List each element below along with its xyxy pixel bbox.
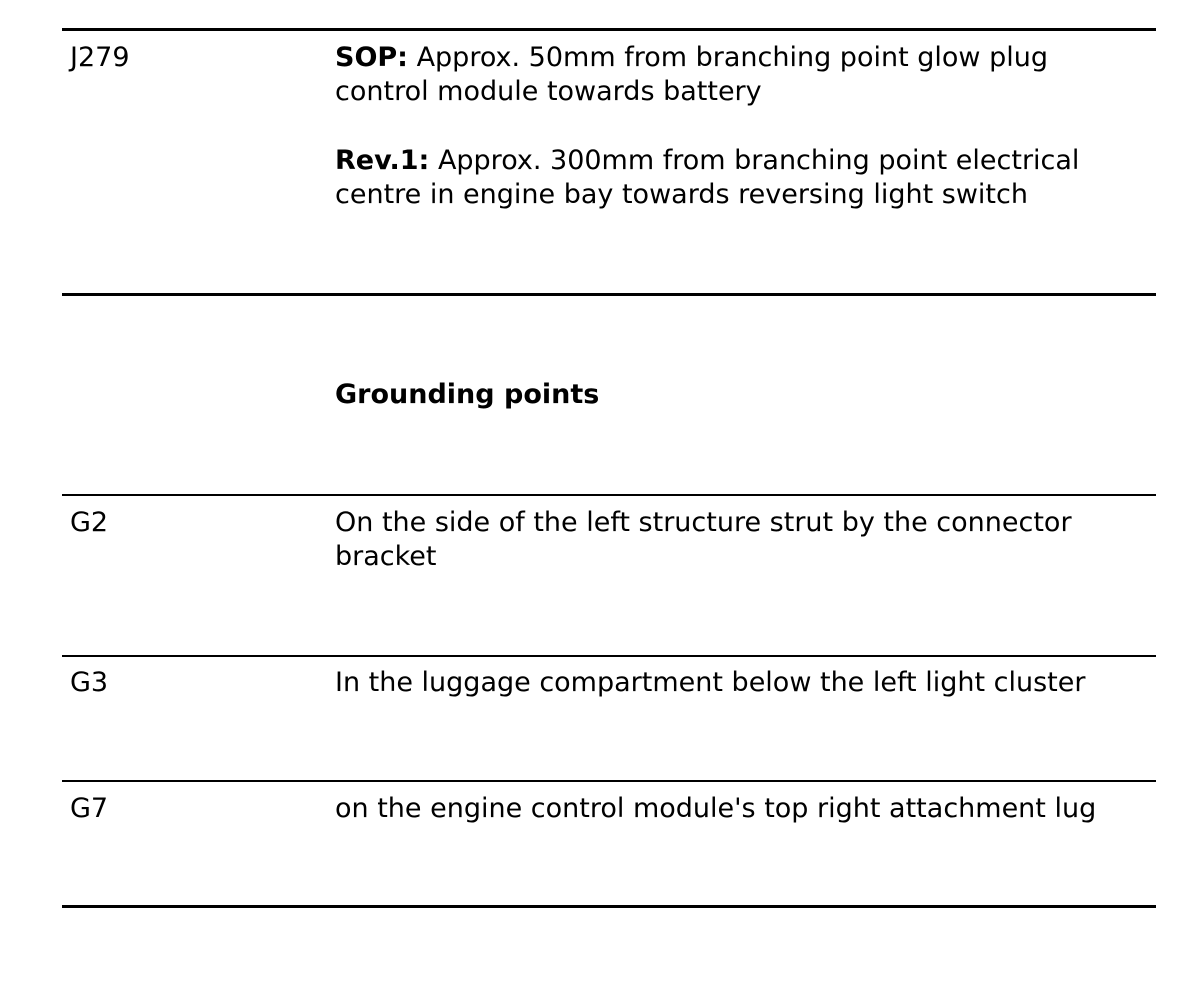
entry-label: Rev.1:	[335, 145, 430, 176]
row-divider	[62, 655, 1156, 657]
component-code: J279	[70, 42, 130, 73]
ground-point-code: G2	[70, 507, 109, 538]
ground-point-code: G7	[70, 793, 109, 824]
table-top-rule	[62, 28, 1156, 31]
ground-point-description: On the side of the left structure strut by the connector bracket	[335, 507, 1072, 572]
entry-text: Approx. 50mm from branching point glow plug control module towards battery	[335, 42, 1048, 107]
entry-label: SOP:	[335, 42, 408, 73]
section-heading: Grounding points	[335, 379, 600, 410]
ground-point-description: on the engine control module's top right attachment lug	[335, 793, 1097, 824]
row-divider	[62, 293, 1156, 296]
location-entry-rev1	[335, 144, 1135, 212]
ground-point-code: G3	[70, 667, 109, 698]
component-location-description	[335, 41, 1135, 212]
entry-text: Approx. 300mm from branching point electrical centre in engine bay towards reversing light switch	[335, 145, 1080, 210]
location-entry-sop	[335, 41, 1135, 109]
ground-point-description: In the luggage compartment below the left light cluster	[335, 667, 1086, 698]
row-divider	[62, 780, 1156, 782]
table-bottom-rule	[62, 905, 1156, 908]
row-divider	[62, 494, 1156, 496]
